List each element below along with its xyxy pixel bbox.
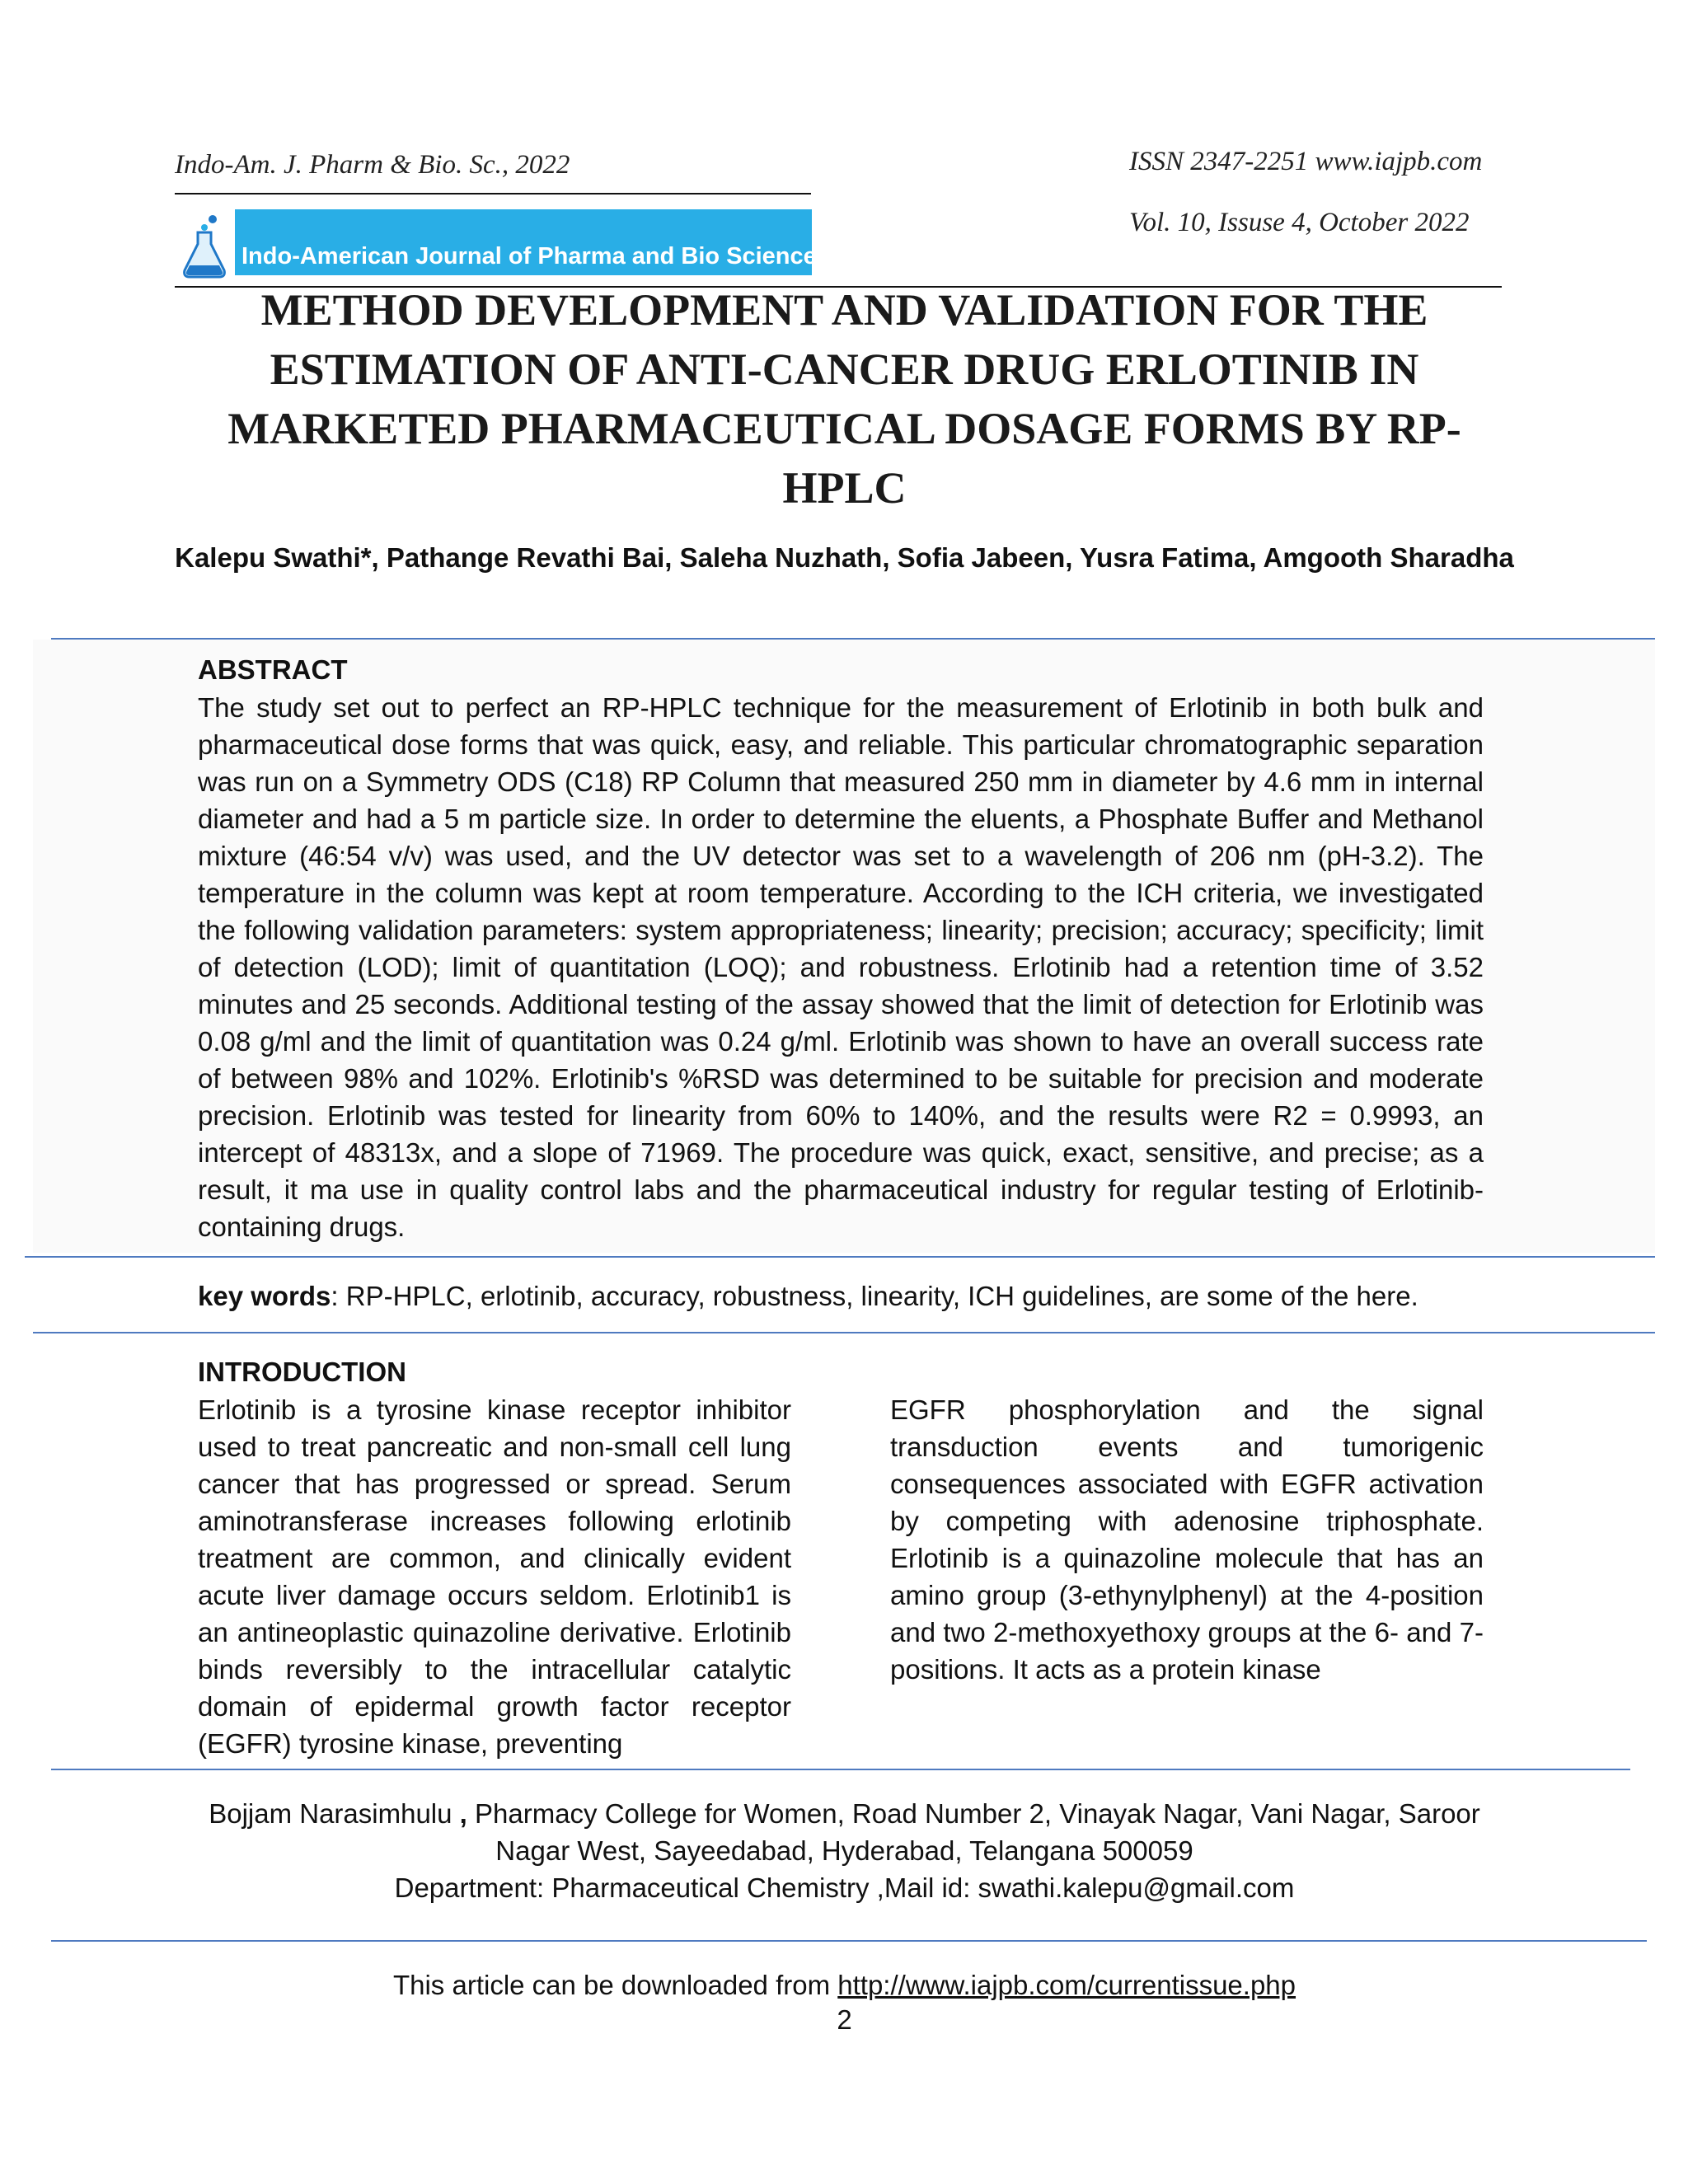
- abstract-text: The study set out to perfect an RP-HPLC technique for the measurement of Erlotinib in both bulk and pharmaceutical dose forms that was quick, easy, and reliable. This particular chromatographic separation was run on a Symmetry ODS (C18) RP Column that measured 250 mm in diameter by 4.6 mm in internal diameter and had a 5 m particle size. In order to determine the eluents, a Phosphate Buffer and Methanol mixture (46:54 v/v) was used, and the UV detector was set to a wavelength of 206 nm (pH-3.2). The temperature in the column was kept at room temperature. According to the ICH criteria, we investigated the following validation parameters: system appropriateness; linearity; precision; accuracy; specificity; limit of detection (LOD); limit of quantitation (LOQ); and robustness. Erlotinib had a retention time of 3.52 minutes and 25 seconds. Additional testing of the assay showed that the limit of detection for Erlotinib was 0.08 g/ml and the limit of quantitation was 0.24 g/ml. Erlotinib was shown to have an overall success rate of between 98% and 102%. Erlotinib's %RSD was determined to be suitable for precision and moderate precision. Erlotinib was tested for linearity from 60% to 140%, and the results were R2 = 0.9993, an intercept of 48313x, and a slope of 71969. The procedure was quick, exact, sensitive, and precise; as a result, it ma use in quality control labs and the pharmaceutical industry for regular testing of Erlotinib-containing drugs.: [198, 692, 1484, 1242]
- journal-short-name: Indo-Am. J. Pharm & Bio. Sc., 2022: [175, 150, 570, 180]
- introduction-heading: INTRODUCTION: [198, 1357, 406, 1387]
- introduction-divider: [51, 1769, 1630, 1770]
- journal-logo-banner: [235, 209, 830, 275]
- volume-line: Vol. 10, Issuse 4, October 2022: [1129, 208, 1470, 237]
- download-line: [175, 1966, 1514, 2004]
- introduction-right-column: EGFR phosphorylation and the signal transduction events and tumorigenic consequences associated with EGFR activation by competing with adenosine triphosphate. Erlotinib is a quinazoline molecule that has an amino group (3-ethynylphenyl) at the 4-position and two 2-methoxyethoxy groups at the 6- and 7-positions. It acts as a protein kinase: [890, 1394, 1484, 1685]
- abstract-heading: ABSTRACT: [198, 654, 348, 685]
- download-link[interactable]: http://www.iajpb.com/currentissue.php: [837, 1970, 1296, 2000]
- paper-title: METHOD DEVELOPMENT AND VALIDATION FOR THE ESTIMATION OF ANTI-CANCER DRUG ERLOTINIB IN MARKETED PHARMACEUTICAL DOSAGE FORMS BY RP-HPLC: [227, 285, 1461, 513]
- introduction-left-column: Erlotinib is a tyrosine kinase receptor inhibitor used to treat pancreatic and non-small cell lung cancer that has progressed or spread. Serum aminotransferase increases following erlotinib treatment are common, and clinically evident acute liver damage occurs seldom. Erlotinib1 is an antineoplastic quinazoline derivative. Erlotinib binds reversibly to the intracellular catalytic domain of epidermal growth factor receptor (EGFR) tyrosine kinase, preventing: [198, 1394, 791, 1759]
- affiliation-block: [175, 1795, 1514, 1906]
- author-list: Kalepu Swathi*, Pathange Revathi Bai, Saleha Nuzhath, Sofia Jabeen, Yusra Fatima, Amgooth Sharadha: [175, 542, 1514, 573]
- keywords-divider: [33, 1332, 1655, 1333]
- affiliation-divider: [51, 1940, 1647, 1942]
- keywords-line: [198, 1281, 1418, 1312]
- affiliation-address: Pharmacy College for Women, Road Number 2, Vinayak Nagar, Vani Nagar, Saroor Nagar West, Sayeedabad, Hyderabad, Telangana 500059: [475, 1798, 1480, 1866]
- download-text: This article can be downloaded from: [392, 1970, 838, 2000]
- abstract-divider: [25, 1256, 1655, 1258]
- keywords-text: : RP-HPLC, erlotinib, accuracy, robustness, linearity, ICH guidelines, are some of the here.: [331, 1281, 1418, 1311]
- keywords-label: key words: [198, 1281, 331, 1311]
- affiliation-name: Bojjam Narasimhulu: [209, 1798, 452, 1829]
- flask-logo-icon: [180, 211, 229, 280]
- page-number: 2: [837, 2004, 852, 2035]
- affiliation-separator: ,: [452, 1798, 475, 1829]
- issn-line: ISSN 2347-2251 www.iajpb.com: [1129, 147, 1483, 176]
- header-rule-short: [175, 193, 811, 194]
- journal-logo-text: Indo-American Journal of Pharma and Bio Sciences: [241, 243, 830, 269]
- affiliation-department: Department: Pharmaceutical Chemistry ,Mail id: swathi.kalepu@gmail.com: [394, 1872, 1295, 1903]
